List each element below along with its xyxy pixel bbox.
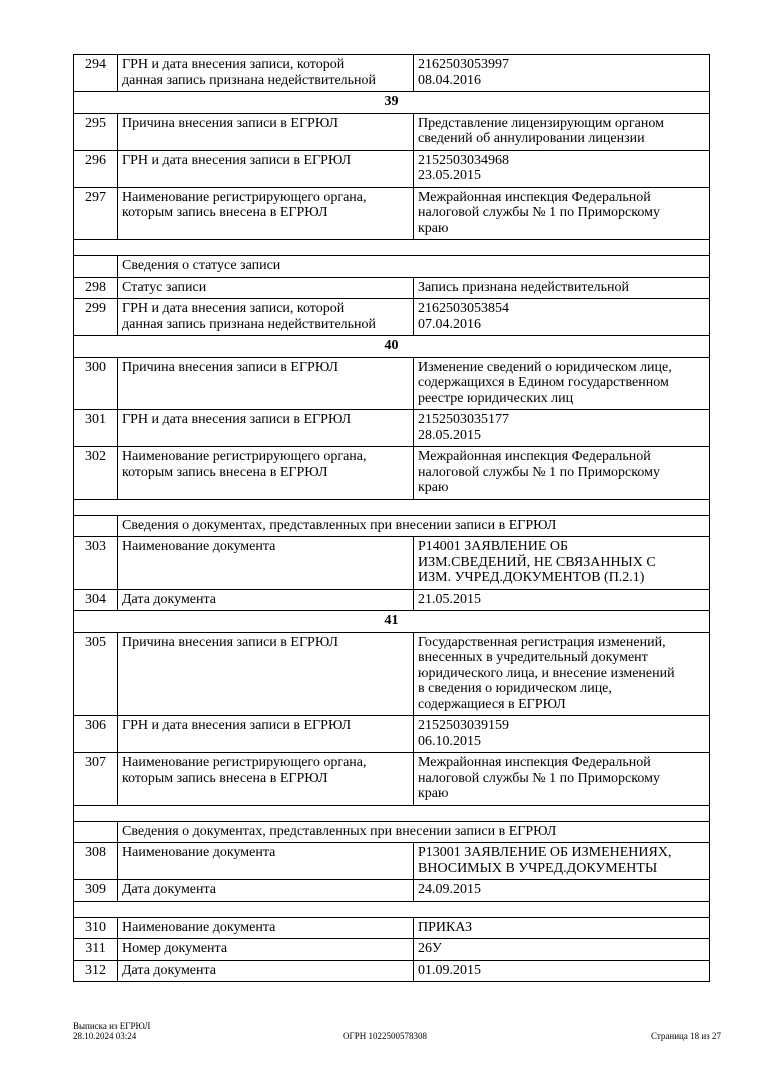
row-number: 295 <box>74 113 118 150</box>
table-row <box>74 113 710 150</box>
blank-row <box>74 240 710 256</box>
table-body <box>74 55 710 982</box>
footer-page-number: Страница 18 из 27 <box>651 1031 721 1041</box>
table-row <box>74 150 710 187</box>
blank-cell <box>74 901 710 917</box>
row-label: ГРН и дата внесения записи, которой данная запись признана недействительной <box>118 55 414 92</box>
egrul-extract-table <box>73 54 710 982</box>
row-value: Р13001 ЗАЯВЛЕНИЕ ОБ ИЗМЕНЕНИЯХ, ВНОСИМЫХ В УЧРЕД.ДОКУМЕНТЫ <box>414 843 710 880</box>
table-row <box>74 299 710 336</box>
row-label: Наименование документа <box>118 843 414 880</box>
section-number-row <box>74 336 710 358</box>
subheader-row <box>74 821 710 843</box>
table-row <box>74 716 710 753</box>
footer-ogrn: ОГРН 1022500578308 <box>343 1031 427 1041</box>
table-row <box>74 447 710 500</box>
row-number: 310 <box>74 917 118 939</box>
row-number: 308 <box>74 843 118 880</box>
table-row <box>74 632 710 716</box>
row-label: Наименование регистрирующего органа, которым запись внесена в ЕГРЮЛ <box>118 187 414 240</box>
footer-timestamp: 28.10.2024 03:24 <box>73 1031 137 1041</box>
row-number: 299 <box>74 299 118 336</box>
row-number: 302 <box>74 447 118 500</box>
row-number: 296 <box>74 150 118 187</box>
row-label: Причина внесения записи в ЕГРЮЛ <box>118 632 414 716</box>
table-row <box>74 843 710 880</box>
row-value: 24.09.2015 <box>414 880 710 902</box>
row-value: 2162503053854 07.04.2016 <box>414 299 710 336</box>
row-value: 2152503034968 23.05.2015 <box>414 150 710 187</box>
row-value: Государственная регистрация изменений, внесенных в учредительный документ юридического лица, и внесение изменений в сведения о юридическом лице, содержащиеся в ЕГРЮЛ <box>414 632 710 716</box>
row-value: Межрайонная инспекция Федеральной налоговой службы № 1 по Приморскому краю <box>414 187 710 240</box>
row-value: ПРИКАЗ <box>414 917 710 939</box>
row-value: Межрайонная инспекция Федеральной налоговой службы № 1 по Приморскому краю <box>414 447 710 500</box>
row-label: ГРН и дата внесения записи в ЕГРЮЛ <box>118 716 414 753</box>
footer-left <box>73 1021 150 1041</box>
row-label: Наименование регистрирующего органа, которым запись внесена в ЕГРЮЛ <box>118 753 414 806</box>
blank-row <box>74 499 710 515</box>
row-value: 2152503039159 06.10.2015 <box>414 716 710 753</box>
table-row <box>74 917 710 939</box>
row-value: Межрайонная инспекция Федеральной налоговой службы № 1 по Приморскому краю <box>414 753 710 806</box>
table-row <box>74 939 710 961</box>
page-footer <box>73 1021 721 1045</box>
table-row <box>74 187 710 240</box>
row-label: Наименование регистрирующего органа, которым запись внесена в ЕГРЮЛ <box>118 447 414 500</box>
row-label: Наименование документа <box>118 917 414 939</box>
table-row <box>74 589 710 611</box>
row-number: 309 <box>74 880 118 902</box>
row-value: 01.09.2015 <box>414 960 710 982</box>
section-number-row <box>74 611 710 633</box>
row-number: 298 <box>74 277 118 299</box>
row-number: 306 <box>74 716 118 753</box>
row-number: 303 <box>74 537 118 590</box>
row-label: ГРН и дата внесения записи, которой данная запись признана недействительной <box>118 299 414 336</box>
row-value: Запись признана недействительной <box>414 277 710 299</box>
subheader-title: Сведения о документах, представленных при внесении записи в ЕГРЮЛ <box>118 515 710 537</box>
subheader-spacer <box>74 256 118 278</box>
blank-cell <box>74 240 710 256</box>
row-label: Причина внесения записи в ЕГРЮЛ <box>118 357 414 410</box>
row-value: 21.05.2015 <box>414 589 710 611</box>
row-label: Дата документа <box>118 589 414 611</box>
row-value: 26У <box>414 939 710 961</box>
row-number: 300 <box>74 357 118 410</box>
table-row <box>74 410 710 447</box>
table-row <box>74 277 710 299</box>
table-row <box>74 55 710 92</box>
row-number: 307 <box>74 753 118 806</box>
row-value: Представление лицензирующим органом сведений об аннулировании лицензии <box>414 113 710 150</box>
row-value: Изменение сведений о юридическом лице, содержащихся в Едином государственном реестре юридических лиц <box>414 357 710 410</box>
subheader-row <box>74 256 710 278</box>
row-number: 304 <box>74 589 118 611</box>
table-row <box>74 753 710 806</box>
table-row <box>74 880 710 902</box>
section-number-row <box>74 92 710 114</box>
section-number: 39 <box>74 92 710 114</box>
row-label: Дата документа <box>118 880 414 902</box>
row-value: 2162503053997 08.04.2016 <box>414 55 710 92</box>
blank-row <box>74 805 710 821</box>
row-value: 2152503035177 28.05.2015 <box>414 410 710 447</box>
table-row <box>74 537 710 590</box>
row-number: 311 <box>74 939 118 961</box>
blank-row <box>74 901 710 917</box>
row-value: Р14001 ЗАЯВЛЕНИЕ ОБ ИЗМ.СВЕДЕНИЙ, НЕ СВЯЗАННЫХ С ИЗМ. УЧРЕД.ДОКУМЕНТОВ (П.2.1) <box>414 537 710 590</box>
section-number: 41 <box>74 611 710 633</box>
blank-cell <box>74 805 710 821</box>
row-label: Наименование документа <box>118 537 414 590</box>
row-label: Причина внесения записи в ЕГРЮЛ <box>118 113 414 150</box>
row-number: 312 <box>74 960 118 982</box>
subheader-spacer <box>74 515 118 537</box>
row-number: 305 <box>74 632 118 716</box>
table-row <box>74 357 710 410</box>
row-label: Дата документа <box>118 960 414 982</box>
subheader-spacer <box>74 821 118 843</box>
row-number: 301 <box>74 410 118 447</box>
footer-doc-title: Выписка из ЕГРЮЛ <box>73 1021 151 1031</box>
section-number: 40 <box>74 336 710 358</box>
subheader-title: Сведения о документах, представленных при внесении записи в ЕГРЮЛ <box>118 821 710 843</box>
row-number: 297 <box>74 187 118 240</box>
row-label: ГРН и дата внесения записи в ЕГРЮЛ <box>118 150 414 187</box>
row-label: Статус записи <box>118 277 414 299</box>
row-number: 294 <box>74 55 118 92</box>
row-label: Номер документа <box>118 939 414 961</box>
subheader-title: Сведения о статусе записи <box>118 256 710 278</box>
subheader-row <box>74 515 710 537</box>
table-row <box>74 960 710 982</box>
row-label: ГРН и дата внесения записи в ЕГРЮЛ <box>118 410 414 447</box>
blank-cell <box>74 499 710 515</box>
